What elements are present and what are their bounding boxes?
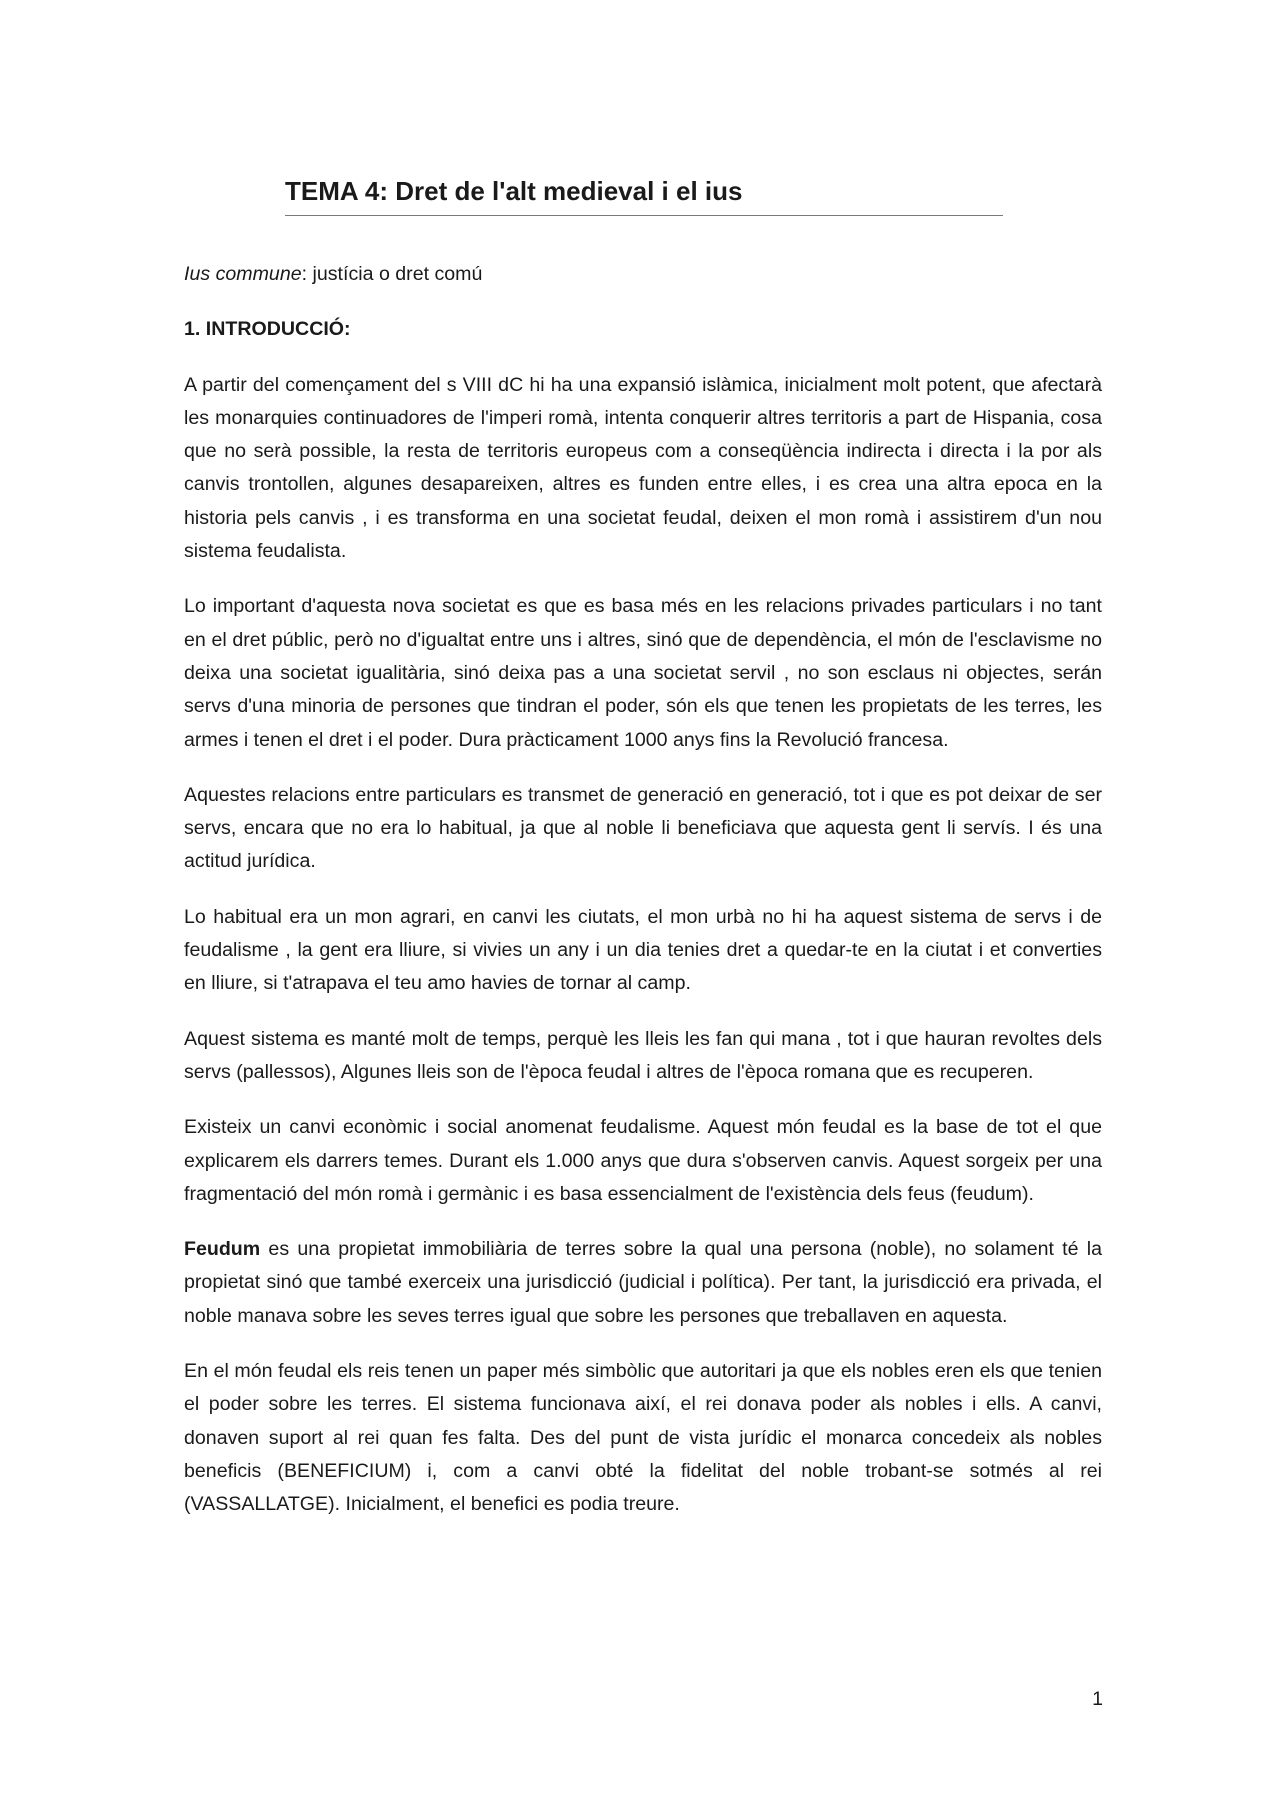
feudum-term: Feudum xyxy=(184,1238,261,1261)
page-number: 1 xyxy=(1092,1688,1103,1710)
feudum-paragraph xyxy=(184,1233,1102,1333)
feudum-definition: es una propietat immobiliària de terres sobre la qual una persona (noble), no solament té la propietat sinó que també exerceix una jurisdicció (judicial i política). Per tant, la jurisdicció era privada, el noble manava sobre les seves terres igual que sobre les persones que treballaven en aquesta. xyxy=(184,1238,1102,1327)
subtitle-italic: Ius commune xyxy=(184,263,302,285)
document-body xyxy=(184,258,1102,1544)
paragraph: Aquest sistema es manté molt de temps, perquè les lleis les fan qui mana , tot i que hauran revoltes dels servs (pallessos), Algunes lleis son de l'època feudal i altres de l'època romana que es recuperen. xyxy=(184,1027,1102,1083)
paragraph: A partir del començament del s VIII dC hi ha una expansió islàmica, inicialment molt potent, que afectarà les monarquies continuadores de l'imperi romà, intenta conquerir altres territoris a part de Hispania, cosa que no serà possible, la resta de territoris europeus com a conseqüència indirecta i directa i la por als canvis trontollen, algunes desapareixen, altres es funden entre elles, i es crea una altra epoca en la historia pels canvis , i es transforma en una societat feudal, deixen el mon romà i assistirem d'un nou sistema feudalista. xyxy=(184,373,1102,563)
subtitle xyxy=(184,258,1102,291)
paragraph: Lo habitual era un mon agrari, en canvi les ciutats, el mon urbà no hi ha aquest sistema de servs i de feudalisme , la gent era lliure, si vivies un any i un dia tenies dret a quedar-te en la ciutat i et converties en lliure, si t'atrapava el teu amo havies de tornar al camp. xyxy=(184,905,1102,995)
page-title: TEMA 4: Dret de l'alt medieval i el ius xyxy=(285,176,1003,216)
paragraph: Lo important d'aquesta nova societat es que es basa més en les relacions privades particulars i no tant en el dret públic, però no d'igualtat entre uns i altres, sinó que de dependència, el món de l'esclavisme no deixa una societat igualitària, sinó deixa pas a una societat servil , no son esclaus ni objectes, serán servs d'una minoria de persones que tindran el poder, són els que tenen les propietats de les terres, les armes i tenen el dret i el poder. Dura pràcticament 1000 anys fins la Revolució francesa. xyxy=(184,595,1102,751)
paragraph: En el món feudal els reis tenen un paper més simbòlic que autoritari ja que els nobles eren els que tenien el poder sobre les terres. El sistema funcionava així, el rei donava poder als nobles i ells. A canvi, donaven suport al rei quan fes falta. Des del punt de vista jurídic el monarca concedeix als nobles beneficis (BENEFICIUM) i, com a canvi obté la fidelitat del noble trobant-se sotmés al rei (VASSALLATGE). Inicialment, el benefici es podia treure. xyxy=(184,1360,1102,1516)
paragraph: Aquestes relacions entre particulars es transmet de generació en generació, tot i que es pot deixar de ser servs, encara que no era lo habitual, ja que al noble li beneficiava que aquesta gent li servís. I és una actitud jurídica. xyxy=(184,783,1102,873)
paragraph: Existeix un canvi econòmic i social anomenat feudalisme. Aquest món feudal es la base de tot el que explicarem els darrers temes. Durant els 1.000 anys que dura s'observen canvis. Aquest sorgeix per una fragmentació del món romà i germànic i es basa essencialment de l'existència dels feus (feudum). xyxy=(184,1116,1102,1205)
subtitle-rest: : justícia o dret comú xyxy=(301,263,483,285)
section-heading: 1. INTRODUCCIÓ: xyxy=(184,318,351,341)
